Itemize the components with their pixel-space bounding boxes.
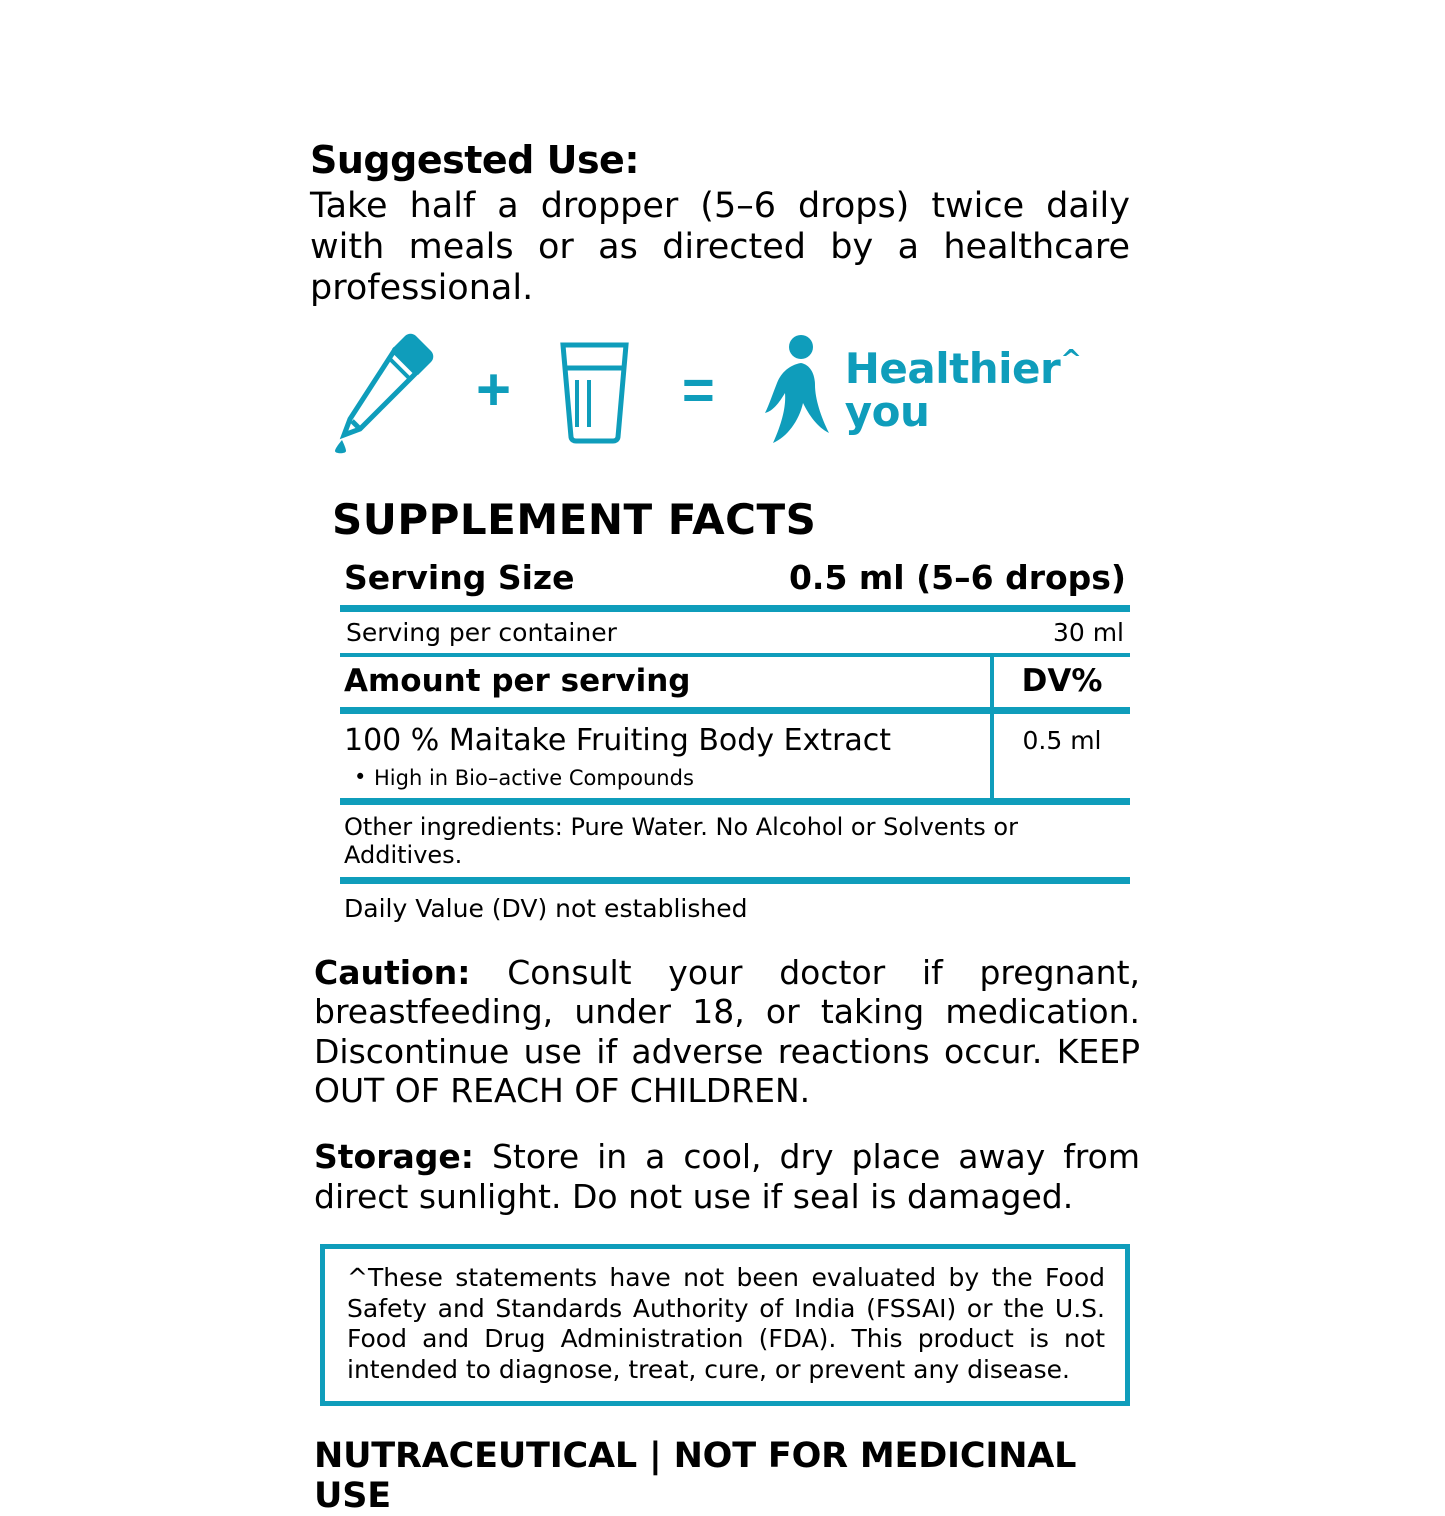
ingredient-bullet: • High in Bio–active Compounds xyxy=(344,766,984,790)
serving-size-label: Serving Size xyxy=(344,557,575,597)
usage-illustration-row xyxy=(310,328,1135,453)
suggested-use-body: Take half a dropper (5–6 drops) twice daily with meals or as directed by a healthcare professional. xyxy=(310,185,1130,309)
divider-rule xyxy=(340,798,1130,805)
amount-per-serving-label: Amount per serving xyxy=(344,662,691,699)
other-ingredients-text: Other ingredients: Pure Water. No Alcohol or Solvents or Additives. xyxy=(344,812,1018,869)
brand-superscript: ^ xyxy=(1060,344,1082,375)
storage-label: Storage: xyxy=(314,1137,474,1177)
brand-wordmark xyxy=(844,343,1082,436)
supplement-facts-title: SUPPLEMENT FACTS xyxy=(332,494,817,544)
suggested-use-section xyxy=(310,140,1135,310)
water-glass-icon xyxy=(547,335,642,445)
divider-rule xyxy=(340,707,1130,714)
suggested-use-title: Suggested Use: xyxy=(310,138,640,182)
nutraceutical-footer-note: NUTRACEUTICAL | NOT FOR MEDICINAL USE xyxy=(314,1436,1077,1516)
ingredient-details xyxy=(340,714,990,798)
caution-label: Caution: xyxy=(314,952,471,992)
serving-size-row xyxy=(340,556,1130,605)
dv-percent-label: DV% xyxy=(990,657,1130,707)
plus-symbol: + xyxy=(476,356,512,424)
daily-value-note: Daily Value (DV) not established xyxy=(344,893,748,923)
healthy-person-icon xyxy=(759,333,839,448)
divider-rule xyxy=(340,605,1130,612)
ingredient-row xyxy=(340,714,1130,798)
divider-rule xyxy=(340,877,1130,884)
serving-size-value: 0.5 ml (5–6 drops) xyxy=(788,557,1126,597)
fda-disclaimer-box xyxy=(320,1244,1130,1406)
amount-per-serving-row xyxy=(340,657,1130,707)
storage-paragraph xyxy=(310,1137,1140,1216)
fda-disclaimer-text: ^These statements have not been evaluated by the Food Safety and Standards Authority of India (FSSAI) or the U.S. Food and Drug Administration (FDA). This product is not intended to diagnose, treat, cure, or prevent any disease. xyxy=(347,1263,1105,1384)
storage-body: Store in a cool, dry place away from direct sunlight. Do not use if seal is damaged. xyxy=(314,1137,1140,1216)
brand-line-2: you xyxy=(844,386,930,436)
serving-per-container-value: 30 ml xyxy=(1052,617,1124,647)
serving-per-container-row xyxy=(340,612,1130,653)
dropper-icon xyxy=(330,328,440,453)
caution-paragraph xyxy=(310,953,1140,1111)
supplement-facts-table xyxy=(340,556,1130,923)
serving-per-container-label: Serving per container xyxy=(346,617,617,647)
caution-body: Consult your doctor if pregnant, breastfeeding, under 18, or taking medication. Discontinue use if adverse reactions occur. xyxy=(314,952,1140,1071)
caution-children-note: KEEP OUT OF REACH OF CHILDREN. xyxy=(314,1031,1140,1111)
ingredient-amount: 0.5 ml xyxy=(990,714,1130,798)
equals-symbol: = xyxy=(682,358,715,422)
ingredient-name: 100 % Maitake Fruiting Body Extract xyxy=(344,722,892,758)
brand-line-1: Healthier xyxy=(844,343,1061,393)
